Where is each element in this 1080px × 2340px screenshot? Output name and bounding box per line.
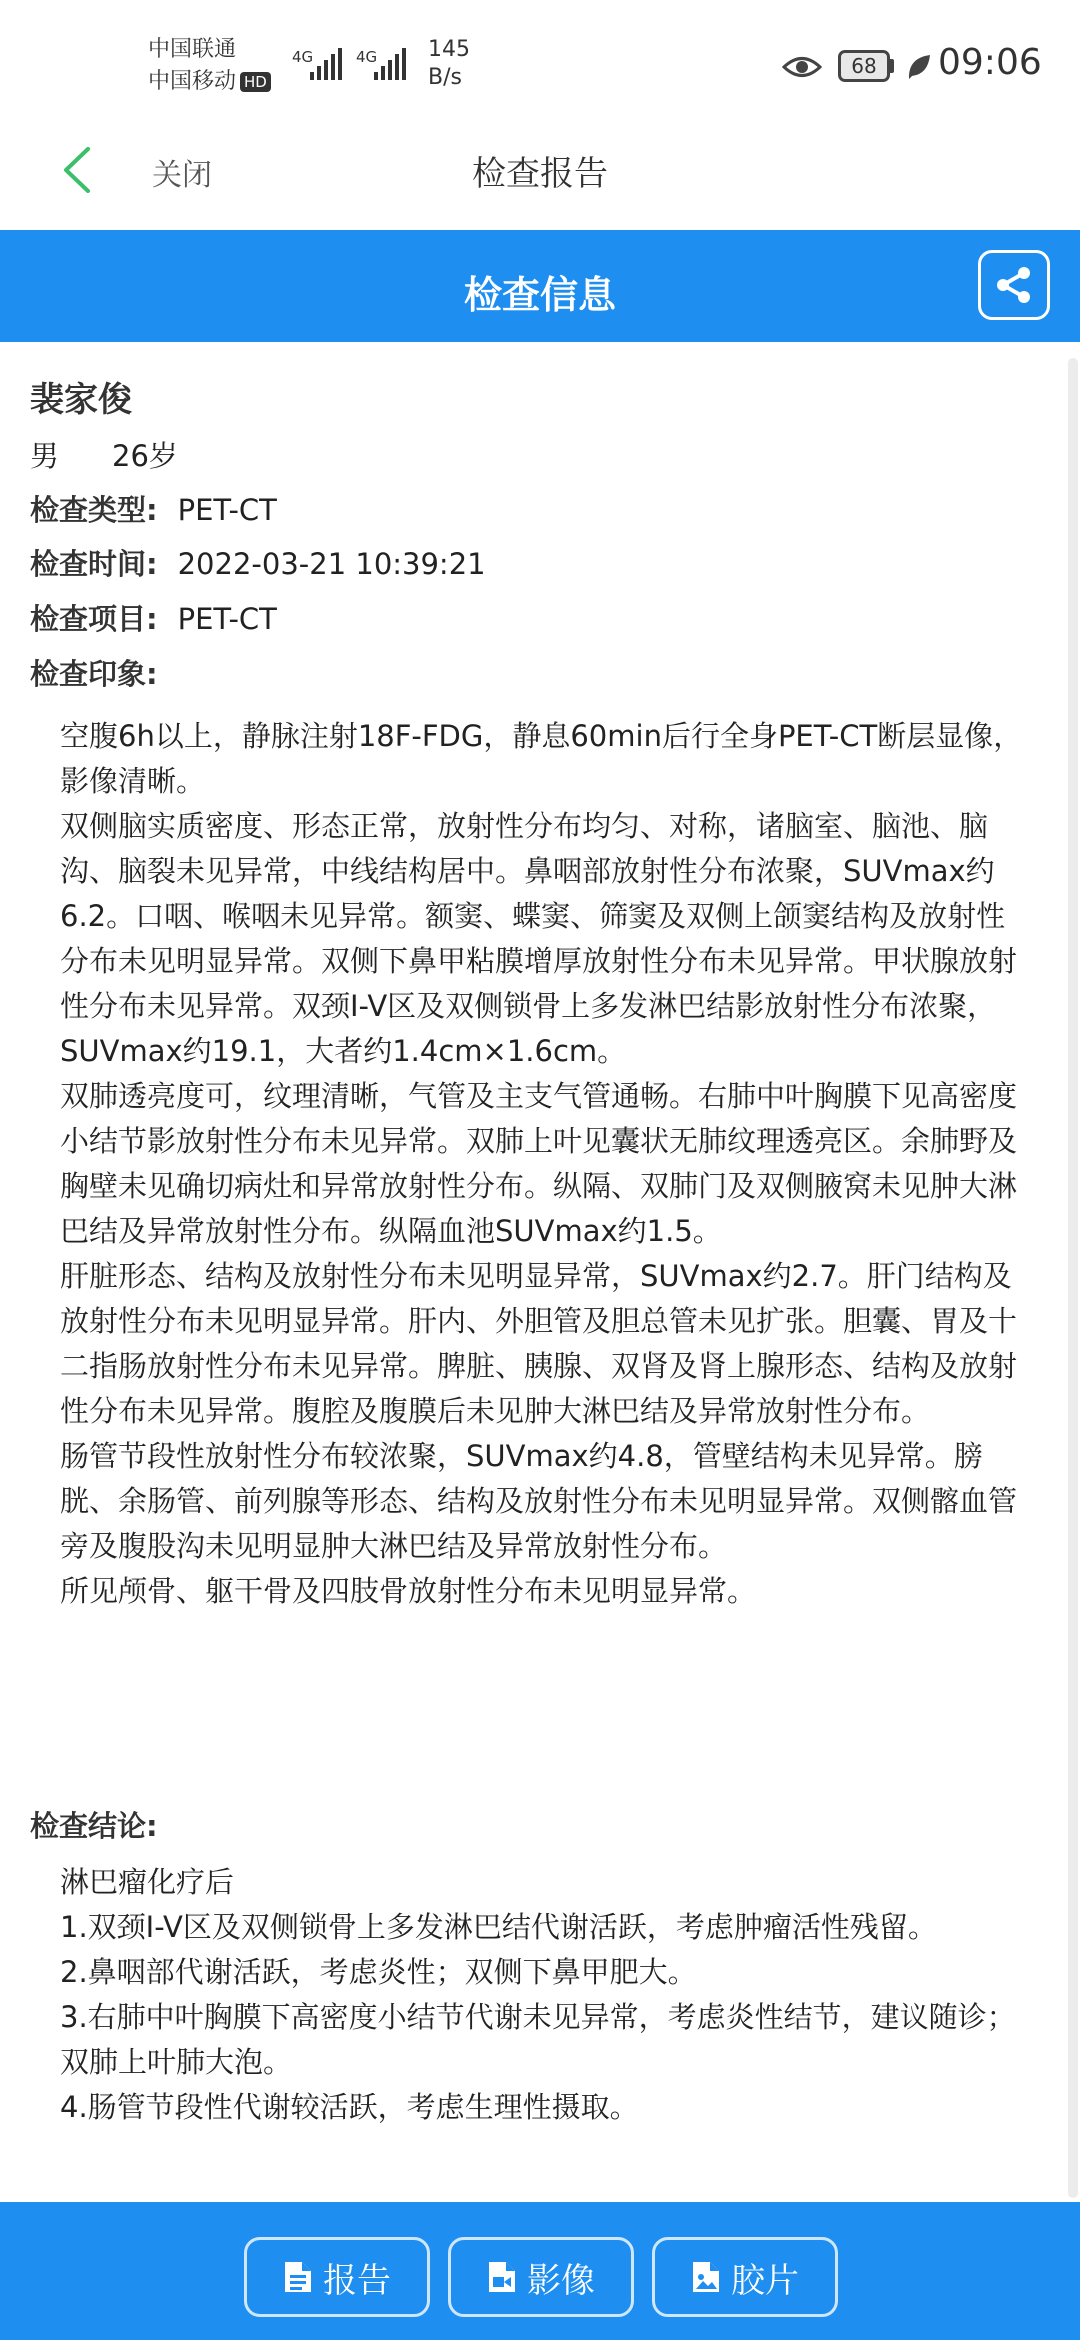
exam-item-label: 检查项目:: [30, 602, 158, 636]
impression-paragraph: 所见颅骨、躯干骨及四肢骨放射性分布未见明显异常。: [60, 1574, 757, 1608]
impression-text: [60, 714, 1025, 1614]
network-speed-value: 145: [428, 37, 470, 62]
section-header: [0, 230, 1080, 342]
exam-time-label: 检查时间:: [30, 547, 158, 581]
battery-indicator: 68: [838, 50, 890, 82]
carrier-2: 中国移动: [148, 69, 237, 94]
scrollbar[interactable]: [1068, 358, 1078, 2198]
impression-paragraph: 双肺透亮度可，纹理清晰，气管及主支气管通畅。右肺中叶胸膜下见高密度小结节影放射性分布未见异常。双肺上叶见囊状无肺纹理透亮区。余肺野及胸壁未见确切病灶和异常放射性分布。纵隔、双肺门及双侧腋窝未见肿大淋巴结及异常放射性分布。纵隔血池SUVmax约1.5。: [60, 1079, 1018, 1248]
exam-item-value: PET-CT: [177, 602, 277, 636]
document-icon: [283, 2260, 313, 2294]
impression-paragraph: 肝脏形态、结构及放射性分布未见明显异常，SUVmax约2.7。肝门结构及放射性分布未见明显异常。肝内、外胆管及胆总管未见扩张。胆囊、胃及十二指肠放射性分布未见异常。脾脏、胰腺、双肾及肾上腺形态、结构及放射性分布未见异常。腹腔及腹膜后未见肿大淋巴结及异常放射性分布。: [60, 1259, 1018, 1428]
conclusion-label: 检查结论:: [30, 1809, 158, 1843]
close-button[interactable]: 关闭: [152, 158, 212, 193]
conclusion-line: 1.双颈I-V区及双侧锁骨上多发淋巴结代谢活跃，考虑肿瘤活性残留。: [60, 1910, 937, 1944]
exam-type-label: 检查类型:: [30, 493, 158, 527]
page-title: 检查报告: [472, 154, 608, 194]
conclusion-line: 3.右肺中叶胸膜下高密度小结节代谢未见异常，考虑炎性结节，建议随诊；双肺上叶肺大泡。: [60, 2000, 1016, 2079]
carrier-info: [148, 34, 271, 98]
conclusion-text: [60, 1860, 1025, 2130]
conclusion-line: 淋巴瘤化疗后: [60, 1865, 235, 1899]
impression-paragraph: 肠管节段性放射性分布较浓聚，SUVmax约4.8，管壁结构未见异常。膀胱、余肠管、前列腺等形态、结构及放射性分布未见明显异常。双侧髂血管旁及腹股沟未见明显肿大淋巴结及异常放射性分布。: [60, 1439, 1018, 1563]
impression-paragraph: 双侧脑实质密度、形态正常，放射性分布均匀、对称，诸脑室、脑池、脑沟、脑裂未见异常，中线结构居中。鼻咽部放射性分布浓聚，SUVmax约6.2。口咽、喉咽未见异常。额窦、蝶窦、筛窦及双侧上颌窦结构及放射性分布未见明显异常。双侧下鼻甲粘膜增厚放射性分布未见异常。甲状腺放射性分布未见异常。双颈I-V区及双侧锁骨上多发淋巴结影放射性分布浓聚，SUVmax约19.1，大者约1.4cm×1.6cm。: [60, 809, 1018, 1068]
conclusion-line: 4.肠管节段性代谢较活跃，考虑生理性摄取。: [60, 2090, 639, 2124]
patient-name: 裴家俊: [30, 380, 132, 420]
image-button[interactable]: [448, 2237, 634, 2317]
eye-icon: [782, 50, 822, 84]
report-button[interactable]: [244, 2237, 430, 2317]
network-speed: [428, 36, 470, 92]
signal-1-icon: [292, 44, 352, 84]
leaf-icon: [906, 52, 932, 82]
patient-gender: 男: [30, 439, 60, 473]
image-file-icon: [691, 2260, 721, 2294]
patient-age: 26岁: [112, 439, 178, 473]
carrier-1: 中国联通: [148, 37, 237, 62]
exam-time-row: [30, 542, 486, 583]
battery-tip: [890, 59, 894, 73]
exam-item-row: [30, 597, 277, 638]
exam-type-row: [30, 488, 277, 529]
hd-badge: HD: [240, 72, 271, 92]
bottom-toolbar: [0, 2202, 1080, 2340]
conclusion-line: 2.鼻咽部代谢活跃，考虑炎性；双侧下鼻甲肥大。: [60, 1955, 697, 1989]
network-speed-unit: B/s: [428, 65, 462, 90]
exam-type-value: PET-CT: [177, 493, 277, 527]
signal-2-icon: [356, 44, 416, 84]
status-bar: [0, 0, 1080, 130]
impression-paragraph: 空腹6h以上，静脉注射18F-FDG，静息60min后行全身PET-CT断层显像，影像清晰。: [60, 719, 1023, 798]
report-content: [0, 342, 1080, 2202]
film-button[interactable]: [652, 2237, 838, 2317]
impression-label: 检查印象:: [30, 657, 158, 691]
share-icon: [994, 265, 1034, 305]
film-button-label: 胶片: [731, 2260, 799, 2301]
clock: 09:06: [938, 42, 1042, 83]
exam-time-value: 2022-03-21 10:39:21: [177, 547, 486, 581]
share-button[interactable]: [978, 250, 1050, 320]
signal-1-label: 4G: [292, 48, 314, 66]
report-button-label: 报告: [323, 2260, 391, 2301]
image-button-label: 影像: [527, 2260, 595, 2301]
header-title: 检查信息: [463, 273, 616, 317]
video-file-icon: [487, 2260, 517, 2294]
signal-2-label: 4G: [356, 48, 378, 66]
